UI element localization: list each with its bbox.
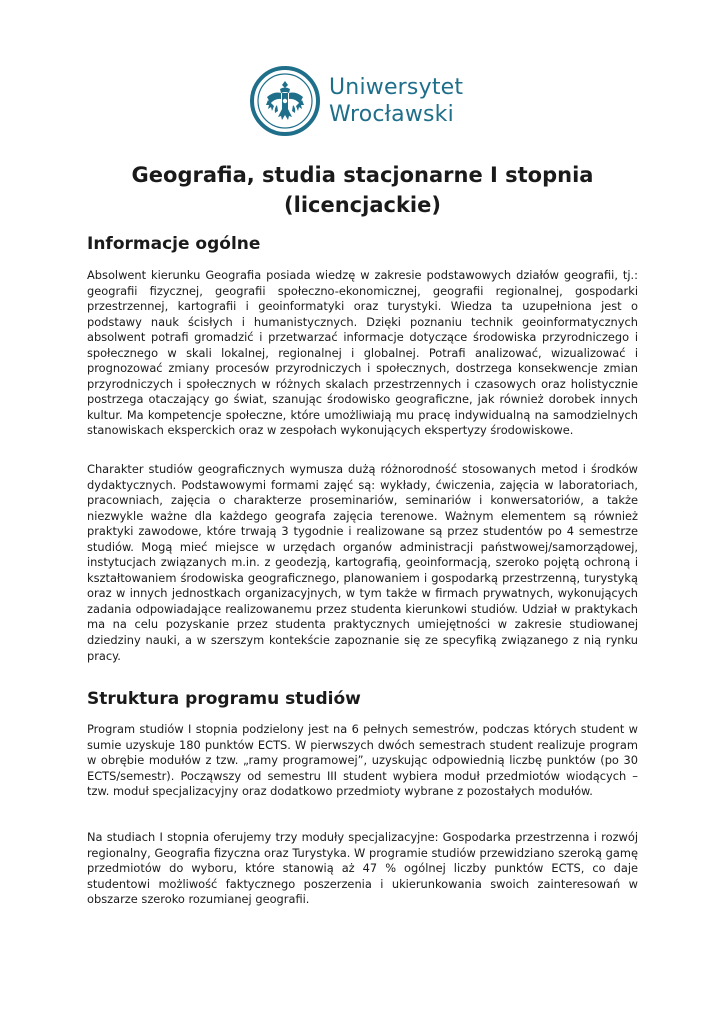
paragraph-general-2: Charakter studiów geograficznych wymusza dużą różnorodność stosowanych metod i środków dydaktycznych. Podstawowymi formami zajęć są: wykłady, ćwiczenia, zajęcia w laboratoriach, pracowniach, zajęcia o charakterze proseminariów, seminariów i konwersatoriów, a także niezwykle ważne dla każdego geografa zajęcia terenowe. Ważnym elementem są również praktyki zawodowe, które trwają 3 tygodnie i realizowane są przez studentów po 4 semestrze studiów. Mogą mieć miejsce w urzędach organów administracji państwowej/samorządowej, instytucjach związanych m.in. z geodezją, kartografią, geoinformacją, szeroko pojętą ochroną i kształtowaniem środowiska geograficznego, planowaniem i gospodarką przestrzenną, turystyką oraz w innych jednostkach organizacyjnych, w tym także w firmach prywatnych, wykonujących zadania odpowiadające realizowanemu przez studenta kierunkowi studiów. Udział w praktykach ma na celu pozyskanie przez studenta praktycznych umiejętności w zakresie studiowanej dziedziny nauki, a w szerszym kontekście zapoznanie się ze specyfiką związanego z nią rynku pracy. — [87, 462, 638, 663]
paragraph-structure-2: Na studiach I stopnia oferujemy trzy moduły specjalizacyjne: Gospodarka przestrzenna i rozwój regionalny, Geografia fizyczna oraz Turystyka. W programie studiów przewidziano szeroką gamę przedmiotów do wyboru, które stanowią aż 47 % ogólnej liczby punktów ECTS, co daje studentowi możliwość faktycznego poszerzenia i ukierunkowania swoich zainteresowań w obszarze szeroko rozumianej geografii. — [87, 830, 638, 907]
eagle-emblem-icon — [249, 65, 321, 137]
page-title-line1: Geografia, studia stacjonarne I stopnia — [131, 163, 594, 187]
university-name — [329, 74, 463, 128]
page-title-line2: (licencjackie) — [284, 193, 441, 217]
page-title — [60, 160, 665, 220]
section-heading-general: Informacje ogólne — [87, 234, 261, 254]
university-name-line1: Uniwersytet — [329, 75, 464, 100]
paragraph-general-1: Absolwent kierunku Geografia posiada wiedzę w zakresie podstawowych działów geografii, tj.: geografii fizycznej, geografii społeczno-ekonomicznej, geografii regionalnej, gospodarki przestrzennej, kartografii i geoinformatyki oraz turystyki. Wiedza ta uzupełniona jest o podstawy nauk ścisłych i humanistycznych. Dzięki poznaniu technik geoinformatycznych absolwent potrafi gromadzić i przetwarzać informacje dotyczące środowiska przyrodniczego i społecznego w skali lokalnej, regionalnej i globalnej. Potrafi analizować, wizualizować i prognozować zmiany procesów przyrodniczych i społecznych, dostrzega konsekwencje zmian przyrodniczych i społecznych w różnych skalach przestrzennych i czasowych oraz holistycznie postrzega otaczający go świat, szanując środowisko geograficzne, jak również dorobek innych kultur. Ma kompetencje społeczne, które umożliwiają mu pracę indywidualną na samodzielnych stanowiskach eksperckich oraz w zespołach wykonujących ekspertyzy środowiskowe. — [87, 268, 638, 438]
university-name-line2: Wrocławski — [329, 102, 454, 127]
section-heading-structure: Struktura programu studiów — [87, 689, 361, 709]
university-logo — [249, 64, 479, 138]
paragraph-structure-1: Program studiów I stopnia podzielony jest na 6 pełnych semestrów, podczas których student w sumie uzyskuje 180 punktów ECTS. W pierwszych dwóch semestrach student realizuje program w obrębie modułów z tzw. „ramy programowej”, uzyskując odpowiednią liczbę punktów (po 30 ECTS/semestr). Począwszy od semestru III student wybiera moduł przedmiotów wiodących – tzw. moduł specjalizacyjny oraz dodatkowo przedmioty wybrane z pozostałych modułów. — [87, 722, 638, 799]
